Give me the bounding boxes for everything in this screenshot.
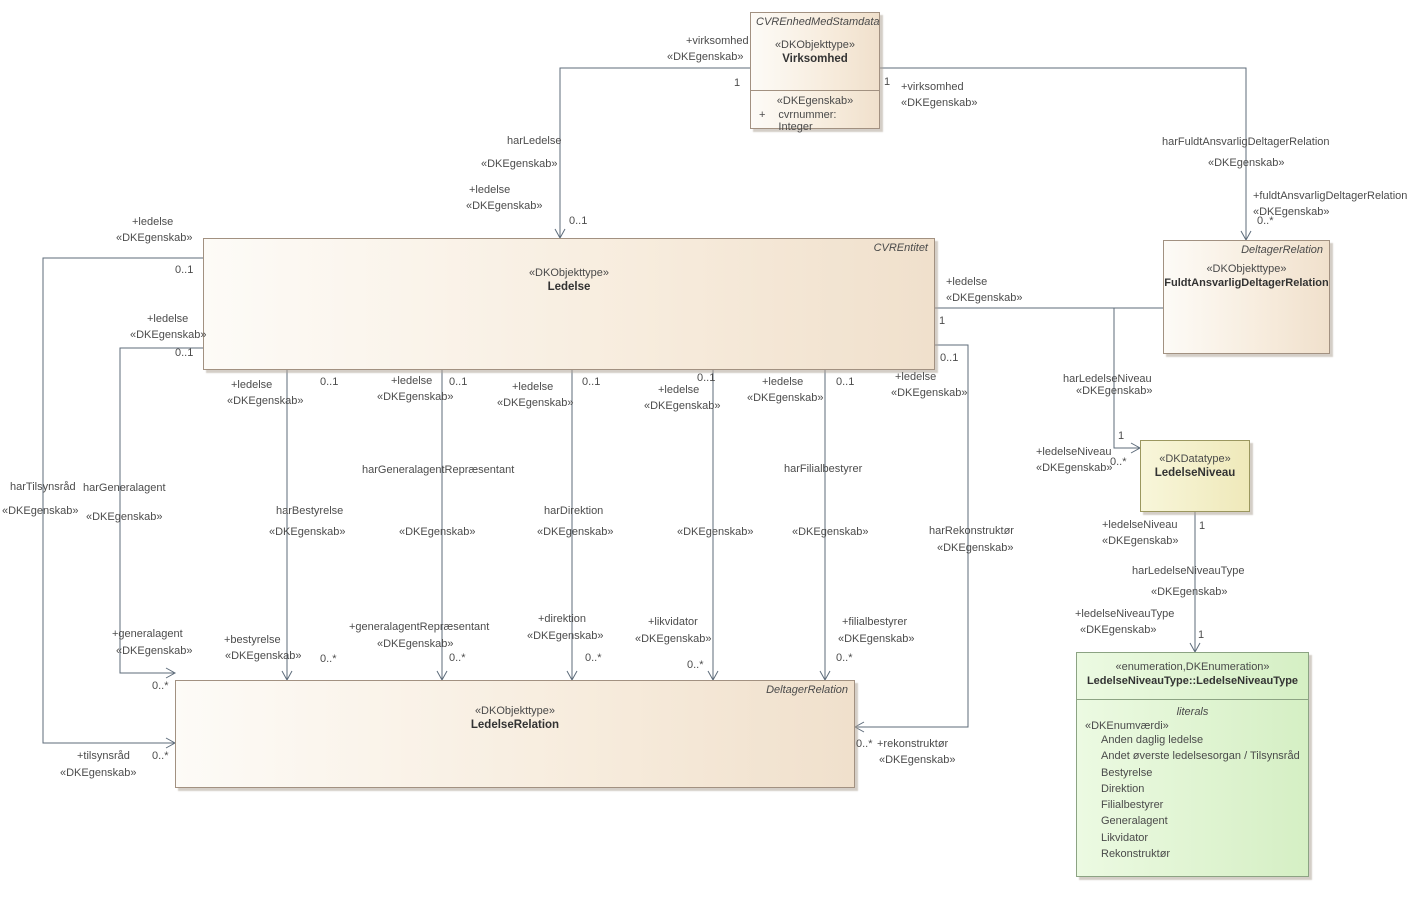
connector-label: «DKEgenskab» xyxy=(879,754,956,766)
literals-compartment xyxy=(1077,699,1308,876)
connector-label: «DKEgenskab» xyxy=(269,526,346,538)
connector-label: +ledelse xyxy=(469,184,511,196)
enumeration-ledelseniveautype xyxy=(1076,652,1309,877)
connector-label: «DKEgenskab» xyxy=(667,51,744,63)
connector-label: +fuldtAnsvarligDeltagerRelation xyxy=(1253,190,1408,202)
connector-label: 0..* xyxy=(449,652,466,664)
connector-label: 0..* xyxy=(836,652,853,664)
connector-label: «DKEgenskab» xyxy=(937,542,1014,554)
connector-label: 1 xyxy=(1199,520,1206,532)
connector-label: «DKEgenskab» xyxy=(635,633,712,645)
connector-label: «DKEgenskab» xyxy=(792,526,869,538)
attribute-text: cvrnummer: Integer xyxy=(778,109,837,133)
connector-label: «DKEgenskab» xyxy=(377,391,454,403)
connector-label: «DKEgenskab» xyxy=(901,97,978,109)
connector-label: «DKEgenskab» xyxy=(130,329,207,341)
class-name: Ledelse xyxy=(547,281,591,293)
class-stereotype: «DKDatatype» xyxy=(1159,453,1231,465)
class-ledelse xyxy=(203,238,935,370)
class-tag: DeltagerRelation xyxy=(766,684,848,696)
connector-label: +ledelse xyxy=(762,376,804,388)
connector-label: 0..* xyxy=(687,659,704,671)
connector-label: +generalagent xyxy=(112,628,183,640)
connector-label: +filialbestyrer xyxy=(842,616,908,628)
connector-label: «DKEgenskab» xyxy=(891,387,968,399)
connector-label: «DKEgenskab» xyxy=(747,392,824,404)
class-stereotype: «DKObjekttype» xyxy=(474,705,556,717)
connector-label: harLedelse xyxy=(507,135,562,147)
connector-label: +generalagentRepræsentant xyxy=(349,621,490,633)
connector-label: +virksomhed xyxy=(901,81,964,93)
connector-label: +ledelseNiveau xyxy=(1036,446,1112,458)
connector-label: «DKEgenskab» xyxy=(838,633,915,645)
connector-label: 0..* xyxy=(152,750,169,762)
connector-label: «DKEgenskab» xyxy=(60,767,137,779)
connector-label: «DKEgenskab» xyxy=(481,158,558,170)
connector-label: «DKEgenskab» xyxy=(677,526,754,538)
connector-label: harBestyrelse xyxy=(276,505,344,517)
datatype-ledelseniveau xyxy=(1140,440,1250,512)
connector-label: +tilsynsråd xyxy=(77,750,130,762)
connector-label: 1 xyxy=(939,315,946,327)
connector-label: harTilsynsråd xyxy=(10,481,76,493)
connector-label: 0..* xyxy=(856,738,873,750)
connector-label: +ledelse xyxy=(512,381,554,393)
enum-literal-list xyxy=(1077,732,1308,862)
connector-label: 0..* xyxy=(320,653,337,665)
connector-label: harLedelseNiveau xyxy=(1063,373,1152,385)
class-ledelserelation xyxy=(175,680,855,788)
connector-label: «DKEgenskab» xyxy=(946,292,1023,304)
connector-label: 1 xyxy=(1118,430,1125,442)
connector-label: +likvidator xyxy=(648,616,698,628)
connector-label: harFuldtAnsvarligDeltagerRelation xyxy=(1162,136,1330,148)
attribute-stereotype: «DKEgenskab» xyxy=(776,95,854,107)
connector-label: 0..* xyxy=(585,652,602,664)
connector-label: +virksomhed xyxy=(686,35,749,47)
connector-label: 0..1 xyxy=(940,352,959,364)
class-name: LedelseRelation xyxy=(470,719,560,731)
enum-literal: Likvidator xyxy=(1101,831,1149,844)
class-name: FuldtAnsvarligDeltagerRelation xyxy=(1164,277,1329,289)
attribute-visibility: + xyxy=(759,109,766,121)
enum-literal: Anden daglig ledelse xyxy=(1101,734,1204,746)
connector-label: harFilialbestyrer xyxy=(784,463,863,475)
enum-literal: Bestyrelse xyxy=(1101,766,1153,779)
enum-literal: Filialbestyrer xyxy=(1101,799,1164,812)
connector-label: «DKEgenskab» xyxy=(537,526,614,538)
connector-label: «DKEgenskab» xyxy=(2,505,79,517)
connector-label: harDirektion xyxy=(544,505,604,517)
class-tag: CVREnhedMedStamdata xyxy=(756,16,880,28)
connector-label: «DKEgenskab» xyxy=(527,630,604,642)
connector-label: 0..1 xyxy=(836,376,855,388)
connector-label: «DKEgenskab» xyxy=(1102,535,1179,547)
attribute-row xyxy=(751,109,879,133)
connector-label: +direktion xyxy=(538,613,587,625)
enum-literal: Andet øverste ledelsesorgan / Tilsynsråd xyxy=(1101,750,1300,763)
connector-label: 0..* xyxy=(152,680,169,692)
connector-label: «DKEgenskab» xyxy=(497,397,574,409)
connector-label: harRekonstruktør xyxy=(929,525,1014,537)
literals-title: literals xyxy=(1176,706,1209,718)
connector-label: +ledelse xyxy=(391,375,433,387)
connector-label: 0..1 xyxy=(697,372,716,384)
class-name: Virksomhed xyxy=(782,53,848,65)
connector-label: «DKEgenskab» xyxy=(227,395,304,407)
class-stereotype: «DKObjekttype» xyxy=(528,267,610,279)
connector-label: «DKEgenskab» xyxy=(1253,206,1330,218)
connector-label: +bestyrelse xyxy=(224,634,281,646)
connector-label: «DKEgenskab» xyxy=(116,645,193,657)
connector-label: «DKEgenskab» xyxy=(225,650,302,662)
connector-label: 0..1 xyxy=(449,376,468,388)
connector-label: 0..* xyxy=(1257,215,1274,227)
connector-label: «DKEgenskab» xyxy=(116,232,193,244)
enum-stereotype: «enumeration,DKEnumeration» xyxy=(1115,661,1270,673)
connector-label: «DKEgenskab» xyxy=(399,526,476,538)
connector-label: 0..1 xyxy=(320,376,339,388)
class-stereotype: «DKObjekttype» xyxy=(774,39,856,51)
connector-label: «DKEgenskab» xyxy=(1080,624,1157,636)
connector-label: «DKEgenskab» xyxy=(1076,385,1153,397)
connector-label: 1 xyxy=(1198,629,1205,641)
connector-label: harGeneralagent xyxy=(83,482,166,494)
connector-label: «DKEgenskab» xyxy=(377,638,454,650)
connector-label: 0..1 xyxy=(175,347,194,359)
connector-label: «DKEgenskab» xyxy=(1151,586,1228,598)
class-fuldtansvarligdeltagerrelation xyxy=(1163,240,1330,354)
connector-label: +ledelse xyxy=(895,371,937,383)
enum-name: LedelseNiveauType::LedelseNiveauType xyxy=(1086,675,1299,687)
connector-label: +ledelse xyxy=(946,276,988,288)
connector-label: «DKEgenskab» xyxy=(86,511,163,523)
connector-label: +rekonstruktør xyxy=(877,738,949,750)
connector-label: 0..* xyxy=(1110,456,1127,468)
connector-label: +ledelse xyxy=(231,379,273,391)
connector-label: «DKEgenskab» xyxy=(644,400,721,412)
connector-label: harLedelseNiveauType xyxy=(1132,565,1245,577)
connector-label: «DKEgenskab» xyxy=(466,200,543,212)
enum-value-stereotype: «DKEnumværdi» xyxy=(1085,720,1169,732)
enum-literal: Rekonstruktør xyxy=(1101,848,1171,861)
connector-label: 1 xyxy=(734,77,741,89)
class-name: LedelseNiveau xyxy=(1154,467,1236,479)
class-stereotype: «DKObjekttype» xyxy=(1206,263,1287,275)
connector-label: +ledelseNiveau xyxy=(1102,519,1178,531)
connector-label: 0..1 xyxy=(569,215,588,227)
connector-label: harGeneralagentRepræsentant xyxy=(362,464,515,476)
attribute-compartment xyxy=(751,90,879,133)
enum-literal: Generalagent xyxy=(1101,815,1168,828)
connector-label: 0..1 xyxy=(582,376,601,388)
connector-label: 0..1 xyxy=(175,264,194,276)
connector-label: +ledelse xyxy=(132,216,174,228)
connector-label: +ledelseNiveauType xyxy=(1075,608,1175,620)
connector-label: «DKEgenskab» xyxy=(1036,462,1113,474)
connector-label: «DKEgenskab» xyxy=(1208,157,1285,169)
connector-label: +ledelse xyxy=(147,313,189,325)
class-tag: CVREntitet xyxy=(873,242,928,254)
class-virksomhed xyxy=(750,12,880,133)
class-tag: DeltagerRelation xyxy=(1241,244,1323,256)
connector-label: 1 xyxy=(884,76,891,88)
enum-literal: Direktion xyxy=(1101,782,1145,795)
connector-label: +ledelse xyxy=(658,384,700,396)
